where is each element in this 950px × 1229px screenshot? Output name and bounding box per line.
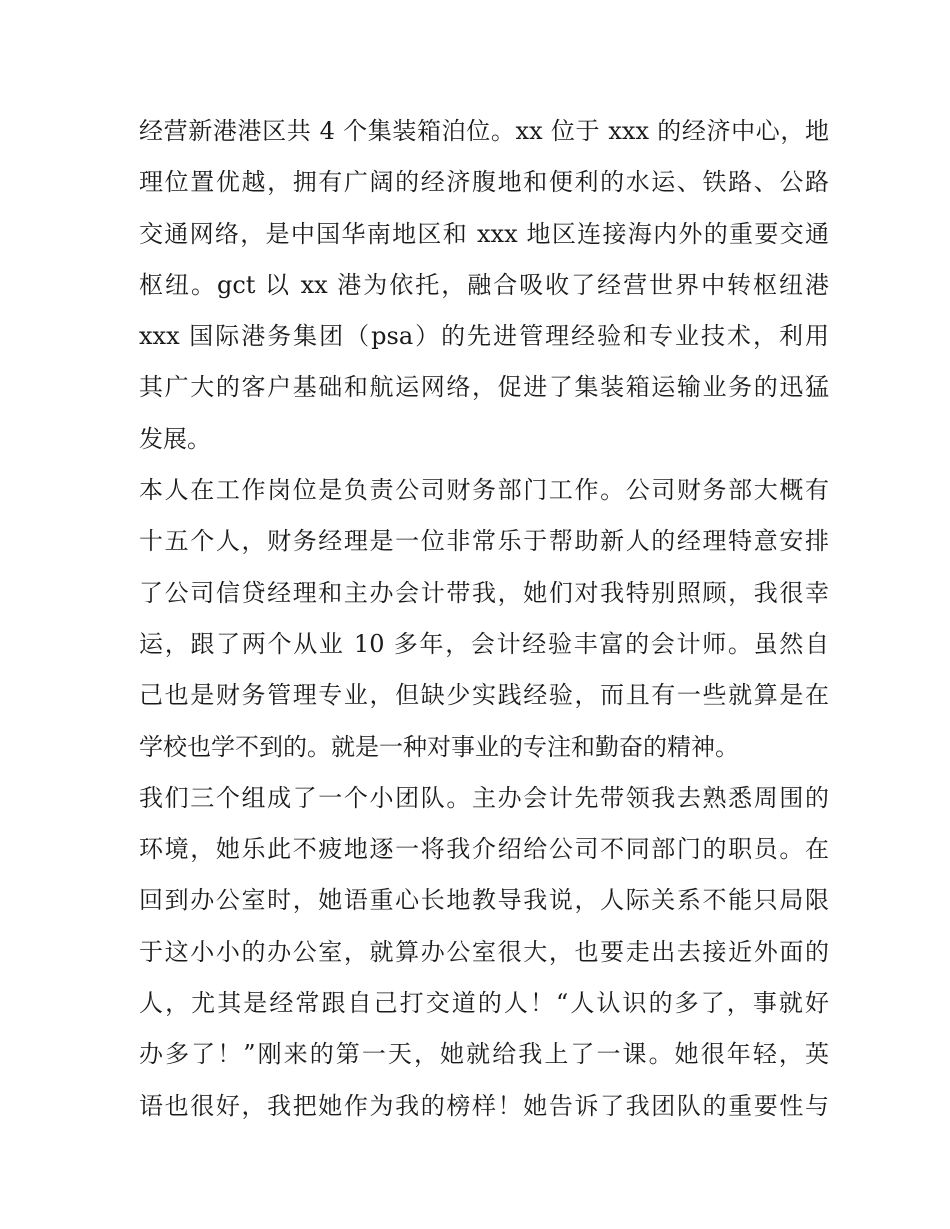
text-line: 经营新港港区共 4 个集装箱泊位。xx 位于 xxx 的经济中心，地 — [139, 117, 829, 145]
text-line: 其广大的客户基础和航运网络，促进了集装箱运输业务的迅猛 — [139, 373, 829, 402]
body-text — [139, 106, 829, 1132]
text-line: 环境，她乐此不疲地逐一将我介绍给公司不同部门的职员。在 — [139, 835, 829, 864]
text-line: 了公司信贷经理和主办会计带我，她们对我特别照顾，我很幸 — [139, 578, 829, 607]
paragraph-end-line: 发展。 — [139, 424, 211, 453]
text-line: 本人在工作岗位是负责公司财务部门工作。公司财务部大概有 — [139, 476, 829, 505]
text-line: 语也很好，我把她作为我的榜样！她告诉了我团队的重要性与 — [139, 1091, 829, 1120]
text-line: 十五个人，财务经理是一位非常乐于帮助新人的经理特意安排 — [139, 527, 829, 556]
text-line: 办多了！”刚来的第一天，她就给我上了一课。她很年轻，英 — [139, 1040, 829, 1069]
text-line: 回到办公室时，她语重心长地教导我说，人际关系不能只局限 — [139, 886, 829, 915]
text-line: 于这小小的办公室，就算办公室很大，也要走出去接近外面的 — [139, 937, 829, 966]
text-line: 交通网络，是中国华南地区和 xxx 地区连接海内外的重要交通 — [139, 219, 829, 248]
paragraph-end-line: 学校也学不到的。就是一种对事业的专注和勤奋的精神。 — [139, 732, 739, 761]
text-line: 我们三个组成了一个小团队。主办会计先带领我去熟悉周围的 — [139, 783, 829, 812]
text-line: 己也是财务管理专业，但缺少实践经验，而且有一些就算是在 — [139, 681, 829, 710]
text-line: 人，尤其是经常跟自己打交道的人！“人认识的多了，事就好 — [139, 989, 829, 1018]
text-line: xxx 国际港务集团（psa）的先进管理经验和专业技术，利用 — [139, 322, 829, 351]
text-line: 枢纽。gct 以 xx 港为依托，融合吸收了经营世界中转枢纽港 — [139, 270, 829, 299]
text-line: 运，跟了两个从业 10 多年，会计经验丰富的会计师。虽然自 — [139, 629, 829, 658]
text-line: 理位置优越，拥有广阔的经济腹地和便利的水运、铁路、公路 — [139, 168, 829, 197]
